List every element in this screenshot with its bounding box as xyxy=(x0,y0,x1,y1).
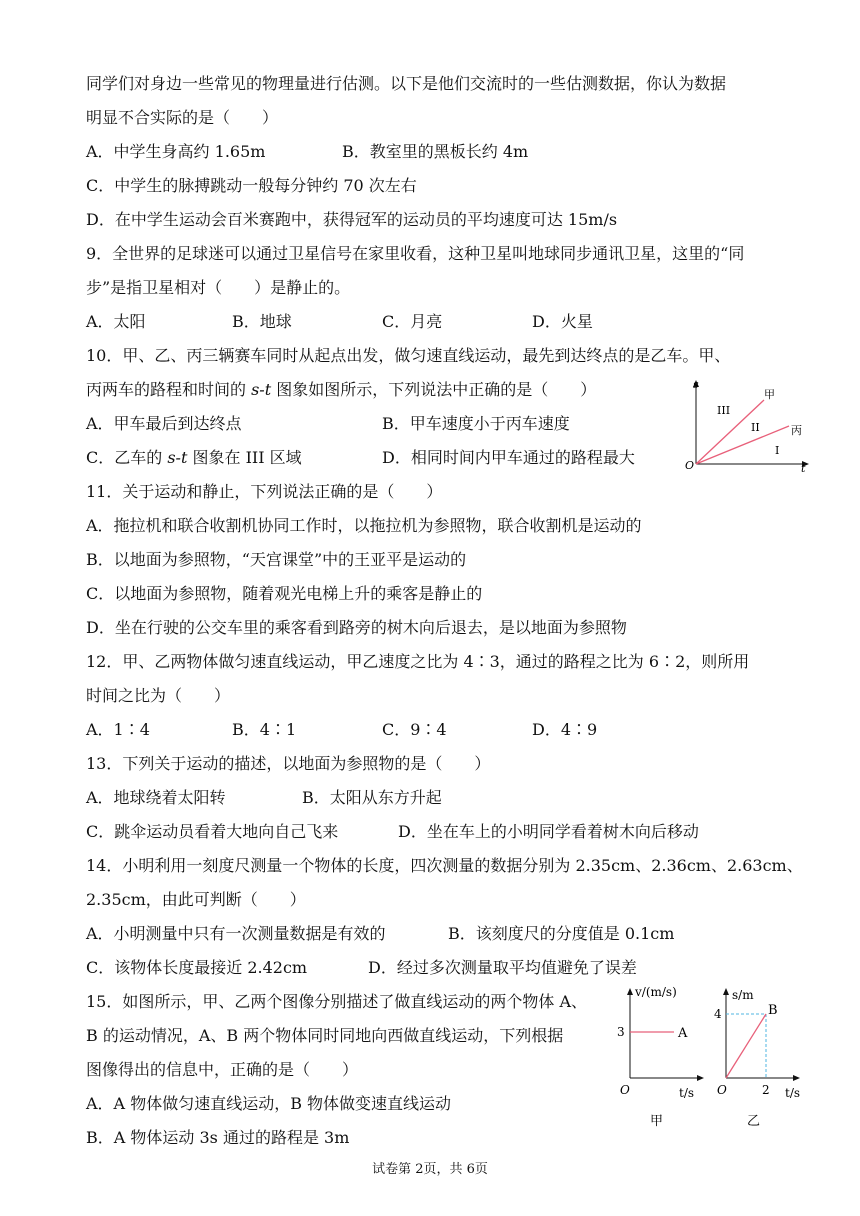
q12-option-c: C．9∶4 xyxy=(382,720,447,739)
origin-label: O xyxy=(685,459,695,472)
q10-option-b: B．甲车速度小于丙车速度 xyxy=(382,414,570,433)
q8-option-b: B．教室里的黑板长约 4m xyxy=(342,142,529,161)
t-axis-label: t/s xyxy=(679,1086,695,1100)
q11-option-c: C．以地面为参照物，随着观光电梯上升的乘客是静止的 xyxy=(86,584,483,603)
s-tick-4: 4 xyxy=(714,1007,722,1021)
q8-option-d: D．在中学生运动会百米赛跑中，获得冠军的运动员的平均速度可达 15m/s xyxy=(86,210,618,229)
q12-stem-line2: 时间之比为（ ） xyxy=(86,686,231,705)
s-axis-label: s xyxy=(693,378,699,391)
label-a: A xyxy=(678,1026,688,1041)
q9-option-d: D．火星 xyxy=(532,312,593,331)
t-axis-arrow xyxy=(793,1075,800,1081)
v-tick-3: 3 xyxy=(617,1025,625,1039)
q13-option-b: B．太阳从东方升起 xyxy=(302,788,442,807)
q10-stem-line1: 10．甲、乙、丙三辆赛车同时从起点出发，做匀速直线运动，最先到达终点的是乙车。甲、 xyxy=(86,346,731,365)
page-footer: 试卷第 2页，共 6页 xyxy=(372,1162,488,1177)
q14-option-a: A．小明测量中只有一次测量数据是有效的 xyxy=(86,924,386,943)
q15-stem-line2: B 的运动情况，A、B 两个物体同时同地向西做直线运动，下列根据 xyxy=(86,1026,564,1045)
q15-option-a: A．A 物体做匀速直线运动，B 物体做变速直线运动 xyxy=(86,1094,452,1113)
q10-st-graph xyxy=(684,374,814,474)
q13-option-a: A．地球绕着太阳转 xyxy=(86,788,226,807)
v-axis-label: v/(m/s) xyxy=(635,985,677,999)
origin-label: O xyxy=(620,1083,630,1097)
q11-option-a: A．拖拉机和联合收割机协同工作时，以拖拉机为参照物，联合收割机是运动的 xyxy=(86,516,642,535)
t-axis-label: t/s xyxy=(785,1086,801,1100)
q14-stem-line2: 2.35cm，由此可判断（ ） xyxy=(86,890,306,909)
t-axis-label: t xyxy=(801,462,806,474)
region-iii: III xyxy=(717,404,731,417)
q12-stem-line1: 12．甲、乙两物体做匀速直线运动，甲乙速度之比为 4∶3，通过的路程之比为 6∶2，则所用 xyxy=(86,652,750,671)
q15-vt-graph xyxy=(612,980,712,1130)
origin-label: O xyxy=(717,1083,727,1097)
label-jia: 甲 xyxy=(764,388,775,401)
q12-option-a: A．1∶4 xyxy=(86,720,150,739)
q13-stem: 13．下列关于运动的描述，以地面为参照物的是（ ） xyxy=(86,754,491,773)
q15-option-b: B．A 物体运动 3s 通过的路程是 3m xyxy=(86,1128,350,1147)
q8-stem-line1: 同学们对身边一些常见的物理量进行估测。以下是他们交流时的一些估测数据，你认为数据 xyxy=(86,74,727,93)
q13-option-d: D．坐在车上的小明同学看着树木向后移动 xyxy=(398,822,699,841)
q11-option-d: D．坐在行驶的公交车里的乘客看到路旁的树木向后退去，是以地面为参照物 xyxy=(86,618,627,637)
q10-option-c: C．乙车的 s-t 图象在 III 区域 xyxy=(86,448,302,467)
q8-stem-line2: 明显不合实际的是（ ） xyxy=(86,108,279,127)
q10-option-a: A．甲车最后到达终点 xyxy=(86,414,242,433)
t-axis-arrow xyxy=(697,1075,704,1081)
q9-stem-line1: 9．全世界的足球迷可以通过卫星信号在家里收看，这种卫星叫地球同步通讯卫星，这里的“同 xyxy=(86,244,745,263)
q15-st-graph xyxy=(710,980,810,1130)
q13-option-c: C．跳伞运动员看着大地向自己飞来 xyxy=(86,822,339,841)
q9-option-c: C．月亮 xyxy=(382,312,443,331)
q9-option-b: B．地球 xyxy=(232,312,292,331)
s-axis-arrow xyxy=(723,988,729,995)
caption-yi: 乙 xyxy=(747,1114,761,1129)
q8-option-a: A．中学生身高约 1.65m xyxy=(86,142,266,161)
q15-stem-line3: 图像得出的信息中，正确的是（ ） xyxy=(86,1060,359,1079)
q10-option-d: D．相同时间内甲车通过的路程最大 xyxy=(382,448,635,467)
q11-option-b: B．以地面为参照物，“天宫课堂”中的王亚平是运动的 xyxy=(86,550,467,569)
q9-option-a: A．太阳 xyxy=(86,312,146,331)
q11-stem: 11．关于运动和静止，下列说法正确的是（ ） xyxy=(86,482,443,501)
q9-stem-line2: 步”是指卫星相对（ ）是静止的。 xyxy=(86,278,351,297)
q14-option-b: B．该刻度尺的分度值是 0.1cm xyxy=(448,924,675,943)
q14-stem-line1: 14．小明利用一刻度尺测量一个物体的长度，四次测量的数据分别为 2.35cm、2.36cm、2.63cm、 xyxy=(86,856,803,875)
label-b: B xyxy=(768,1003,778,1018)
q12-option-b: B．4∶1 xyxy=(232,720,297,739)
caption-jia: 甲 xyxy=(650,1114,664,1129)
line-b xyxy=(726,1014,766,1078)
v-axis-arrow xyxy=(627,988,633,995)
s-axis-label: s/m xyxy=(732,988,754,1002)
q8-option-c: C．中学生的脉搏跳动一般每分钟约 70 次左右 xyxy=(86,176,417,195)
q12-option-d: D．4∶9 xyxy=(532,720,598,739)
q10-stem-line2: 丙两车的路程和时间的 s-t 图象如图所示，下列说法中正确的是（ ） xyxy=(86,380,597,399)
q14-option-d: D．经过多次测量取平均值避免了误差 xyxy=(368,958,637,977)
t-tick-2: 2 xyxy=(762,1083,770,1097)
q14-option-c: C．该物体长度最接近 2.42cm xyxy=(86,958,308,977)
region-ii: II xyxy=(751,421,760,434)
q15-stem-line1: 15．如图所示，甲、乙两个图像分别描述了做直线运动的两个物体 A、 xyxy=(86,992,588,1011)
label-bing: 丙 xyxy=(791,424,802,437)
region-i: I xyxy=(775,444,780,457)
